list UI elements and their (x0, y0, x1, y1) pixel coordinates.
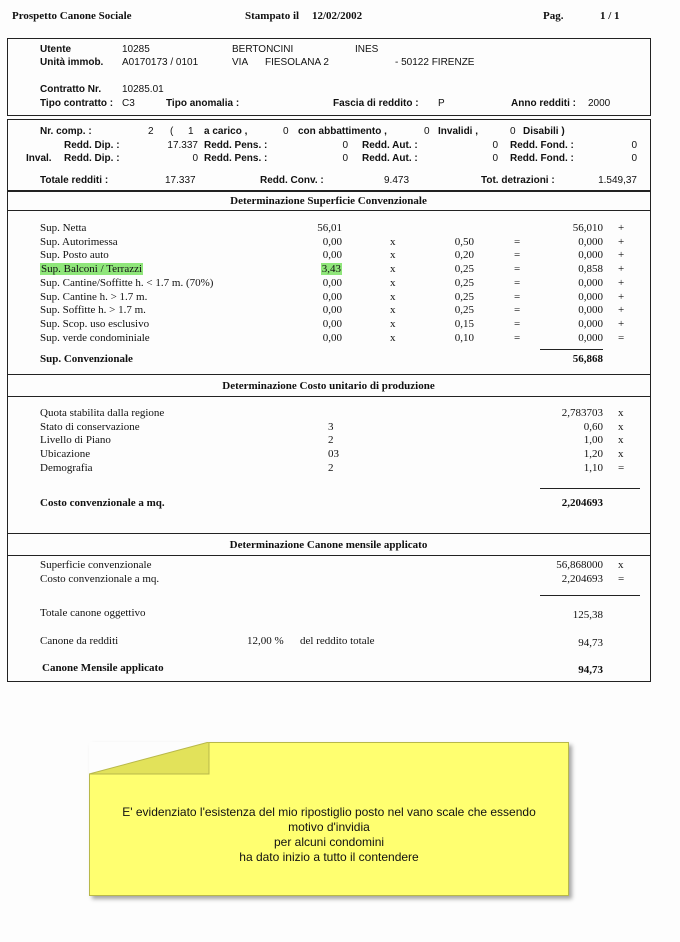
costo-total-rule (540, 488, 640, 489)
canone-costo-label: Costo convenzionale a mq. (40, 573, 160, 585)
note-text (90, 805, 568, 865)
costo-row-operator: x (618, 420, 624, 433)
sup-row-multiply: x (390, 331, 396, 344)
via-label: VIA (232, 57, 249, 68)
sup-row-operator: = (618, 331, 625, 344)
sup-row-equals: = (514, 276, 521, 289)
costo-row-operator: x (618, 407, 624, 419)
canone-applicato-value: 94,73 (578, 664, 603, 676)
sup-row-result: 0,000 (578, 235, 603, 248)
canone-rule (540, 595, 640, 596)
note-fold-icon (89, 742, 211, 776)
costo-row-operator: = (618, 461, 625, 474)
sup-row-label: Sup. Autorimessa (40, 235, 118, 248)
inval-redd-dip-value: 0 (192, 153, 198, 164)
sup-row-multiply: x (390, 304, 396, 317)
printed-label: Stampato il (245, 10, 300, 22)
superficie-title: Determinazione Superficie Convenzionale (230, 195, 427, 207)
canone-sup-value: 56,868000 (556, 559, 603, 571)
divider (7, 374, 650, 375)
printed-date: 12/02/2002 (312, 10, 363, 22)
sup-row-value: 0,00 (322, 249, 342, 262)
costo-row-label: Livello di Piano (40, 434, 111, 447)
divider (7, 210, 650, 211)
tipo-contratto-value: C3 (122, 98, 135, 109)
inval-redd-pens-value: 0 (342, 153, 348, 164)
sup-row-equals: = (514, 263, 521, 276)
sup-row-value: 0,00 (322, 304, 342, 317)
costo-row-label: Demografia (40, 461, 93, 474)
sup-row-value: 0,00 (322, 317, 342, 330)
sup-row-coefficient: 0,25 (454, 263, 474, 276)
costo-row-result: 1,00 (583, 434, 603, 447)
sup-row-coefficient: 0,15 (454, 317, 474, 330)
redd-pens-value: 0 (342, 140, 348, 151)
canone-sup-op: x (618, 559, 624, 571)
canone-oggettivo-value: 125,38 (572, 609, 603, 621)
sup-row-label: Sup. Posto auto (40, 249, 109, 262)
sup-row-multiply: x (390, 276, 396, 289)
report-title: Prospetto Canone Sociale (12, 10, 132, 22)
tenant-surname: BERTONCINI (232, 44, 294, 55)
sup-row-coefficient: 0,25 (454, 304, 474, 317)
costo-row-label: Ubicazione (40, 448, 91, 461)
sup-row-operator: + (618, 276, 625, 289)
costo-row-result: 2,783703 (561, 407, 603, 419)
totale-redditi-value: 17.337 (165, 175, 196, 186)
tot-detrazioni-label: Tot. detrazioni : (481, 175, 555, 186)
sup-row-label: Sup. verde condominiale (40, 331, 150, 344)
invalidi-label: Invalidi , (438, 126, 479, 137)
costo-row-value: 3 (328, 420, 334, 433)
sup-convenzionale-label: Sup. Convenzionale (40, 353, 133, 365)
divider (7, 533, 650, 534)
nr-comp-value: 2 (148, 126, 154, 137)
costo-row-value: 03 (328, 448, 339, 461)
note-line: E' evidenziato l'esistenza del mio ripostiglio posto nel vano scale che essendo (122, 805, 536, 819)
divider (7, 555, 650, 556)
sup-row-operator: + (618, 222, 625, 234)
a-carico-label: a carico , (204, 126, 248, 137)
a-carico-value: 1 (188, 126, 194, 137)
inval-redd-aut-label: Redd. Aut. : (362, 153, 418, 164)
totale-redditi-label: Totale redditi : (40, 175, 109, 186)
superficie-total-rule (540, 349, 603, 350)
sup-row-result: 0,000 (578, 290, 603, 303)
sticky-note (89, 742, 569, 896)
sup-row-result: 0,000 (578, 331, 603, 344)
canone-redditi-value: 94,73 (578, 637, 603, 649)
fascia-value: P (438, 98, 445, 109)
redd-fond-value: 0 (631, 140, 637, 151)
sup-row-result: 0,000 (578, 249, 603, 262)
disabili-value: 0 (510, 126, 516, 137)
sup-row-value: 0,00 (322, 290, 342, 303)
abbattimento-value: 0 (283, 126, 289, 137)
tenant-name: INES (355, 44, 379, 55)
redd-aut-label: Redd. Aut. : (362, 140, 418, 151)
invalidi-value: 0 (424, 126, 430, 137)
sup-row-coefficient: 0,10 (454, 331, 474, 344)
inval-redd-fond-label: Redd. Fond. : (510, 153, 574, 164)
sup-row-operator: + (618, 235, 625, 248)
sup-row-multiply: x (390, 317, 396, 330)
contratto-value: 10285.01 (122, 84, 164, 95)
canone-costo-value: 2,204693 (561, 573, 603, 585)
inval-label: Inval. (26, 153, 52, 164)
sup-row-label: Sup. Cantine h. > 1.7 m. (40, 290, 148, 303)
redd-conv-value: 9.473 (384, 175, 410, 186)
redd-dip-label: Redd. Dip. : (64, 140, 120, 151)
sup-row-result: 0,000 (578, 304, 603, 317)
sup-row-result: 0,858 (578, 263, 603, 276)
canone-sup-label: Superficie convenzionale (40, 559, 152, 571)
sup-row-coefficient: 0,50 (454, 235, 474, 248)
costo-row-result: 1,20 (583, 448, 603, 461)
unita-label: Unità immob. (40, 57, 104, 68)
costo-row-label: Quota stabilita dalla regione (40, 407, 165, 419)
inval-redd-dip-label: Redd. Dip. : (64, 153, 120, 164)
page-label: Pag. (543, 10, 564, 22)
sup-row-result: 0,000 (578, 276, 603, 289)
sup-convenzionale-value: 56,868 (572, 353, 603, 365)
sup-row-multiply: x (390, 290, 396, 303)
sup-row-equals: = (514, 235, 521, 248)
canone-redditi-pct: 12,00 % (247, 635, 284, 647)
costo-row-result: 1,10 (583, 461, 603, 474)
canone-costo-op: = (618, 573, 625, 585)
sup-row-value (290, 263, 342, 275)
sup-row-equals: = (514, 317, 521, 330)
sup-row-result: 56,010 (572, 222, 603, 234)
note-line: motivo d'invidia (288, 820, 370, 834)
disabili-label: Disabili ) (523, 126, 565, 137)
highlight-mark: Sup. Balconi / Terrazzi (41, 263, 143, 276)
utente-label: Utente (40, 44, 72, 55)
sup-row-label: Sup. Netta (40, 222, 87, 234)
street: FIESOLANA 2 (265, 57, 329, 68)
redd-fond-label: Redd. Fond. : (510, 140, 574, 151)
costo-row-operator: x (618, 448, 624, 461)
sup-row-coefficient: 0,25 (454, 290, 474, 303)
city: - 50122 FIRENZE (395, 57, 475, 68)
sup-row-value: 0,00 (322, 276, 342, 289)
utente-code: 10285 (122, 44, 150, 55)
divider (7, 396, 650, 397)
redd-dip-value: 17.337 (167, 140, 198, 151)
sup-row-multiply: x (390, 235, 396, 248)
sup-row-equals: = (514, 304, 521, 317)
contratto-label: Contratto Nr. (40, 84, 102, 95)
canone-oggettivo-label: Totale canone oggettivo (40, 607, 146, 619)
sup-row-value: 0,00 (322, 235, 342, 248)
sup-row-value: 0,00 (322, 331, 342, 344)
fascia-label: Fascia di reddito : (333, 98, 419, 109)
sup-row-coefficient: 0,25 (454, 276, 474, 289)
costo-row-value: 2 (328, 434, 334, 447)
inval-redd-pens-label: Redd. Pens. : (204, 153, 268, 164)
tot-detrazioni-value: 1.549,37 (598, 175, 637, 186)
unita-code: A0170173 / 0101 (122, 57, 199, 68)
tipo-anomalia-label: Tipo anomalia : (166, 98, 240, 109)
sup-row-label: Sup. Soffitte h. > 1.7 m. (40, 304, 146, 317)
sup-row-multiply: x (390, 249, 396, 262)
costo-row-operator: x (618, 434, 624, 447)
sup-row-value: 56,01 (317, 222, 342, 234)
costo-convenzionale-value: 2,204693 (561, 497, 603, 509)
canone-title: Determinazione Canone mensile applicato (229, 539, 428, 551)
redd-pens-label: Redd. Pens. : (204, 140, 268, 151)
paren-open: ( (170, 126, 174, 137)
anno-value: 2000 (588, 98, 611, 109)
canone-redditi-label: Canone da redditi (40, 635, 119, 647)
sup-row-equals: = (514, 331, 521, 344)
redd-aut-value: 0 (492, 140, 498, 151)
abbattimento-label: con abbattimento , (298, 126, 387, 137)
costo-title: Determinazione Costo unitario di produzione (222, 380, 435, 392)
costo-row-label: Stato di conservazione (40, 420, 140, 433)
sup-row-label (40, 263, 143, 275)
costo-row-value: 2 (328, 461, 334, 474)
sup-row-equals: = (514, 290, 521, 303)
sup-row-coefficient: 0,20 (454, 249, 474, 262)
inval-redd-aut-value: 0 (492, 153, 498, 164)
canone-redditi-desc: del reddito totale (300, 635, 375, 647)
sup-row-label: Sup. Cantine/Soffitte h. < 1.7 m. (70%) (40, 276, 214, 289)
redd-conv-label: Redd. Conv. : (260, 175, 324, 186)
anno-label: Anno redditi : (511, 98, 576, 109)
sup-row-multiply: x (390, 263, 396, 276)
note-line: ha dato inizio a tutto il contendere (239, 850, 419, 864)
costo-row-result: 0,60 (583, 420, 603, 433)
sup-row-operator: + (618, 263, 625, 276)
sup-row-operator: + (618, 290, 625, 303)
page-number: 1 / 1 (600, 10, 620, 22)
highlight-mark: 3,43 (321, 263, 341, 276)
note-line: per alcuni condomini (273, 835, 385, 849)
sup-row-label: Sup. Scop. uso esclusivo (40, 317, 150, 330)
sup-row-operator: + (618, 249, 625, 262)
costo-convenzionale-label: Costo convenzionale a mq. (40, 497, 165, 509)
sup-row-operator: + (618, 317, 625, 330)
sup-row-result: 0,000 (578, 317, 603, 330)
nr-comp-label: Nr. comp. : (40, 126, 92, 137)
canone-applicato-label: Canone Mensile applicato (42, 662, 164, 674)
sup-row-equals: = (514, 249, 521, 262)
sup-row-operator: + (618, 304, 625, 317)
tipo-contratto-label: Tipo contratto : (40, 98, 114, 109)
inval-redd-fond-value: 0 (631, 153, 637, 164)
